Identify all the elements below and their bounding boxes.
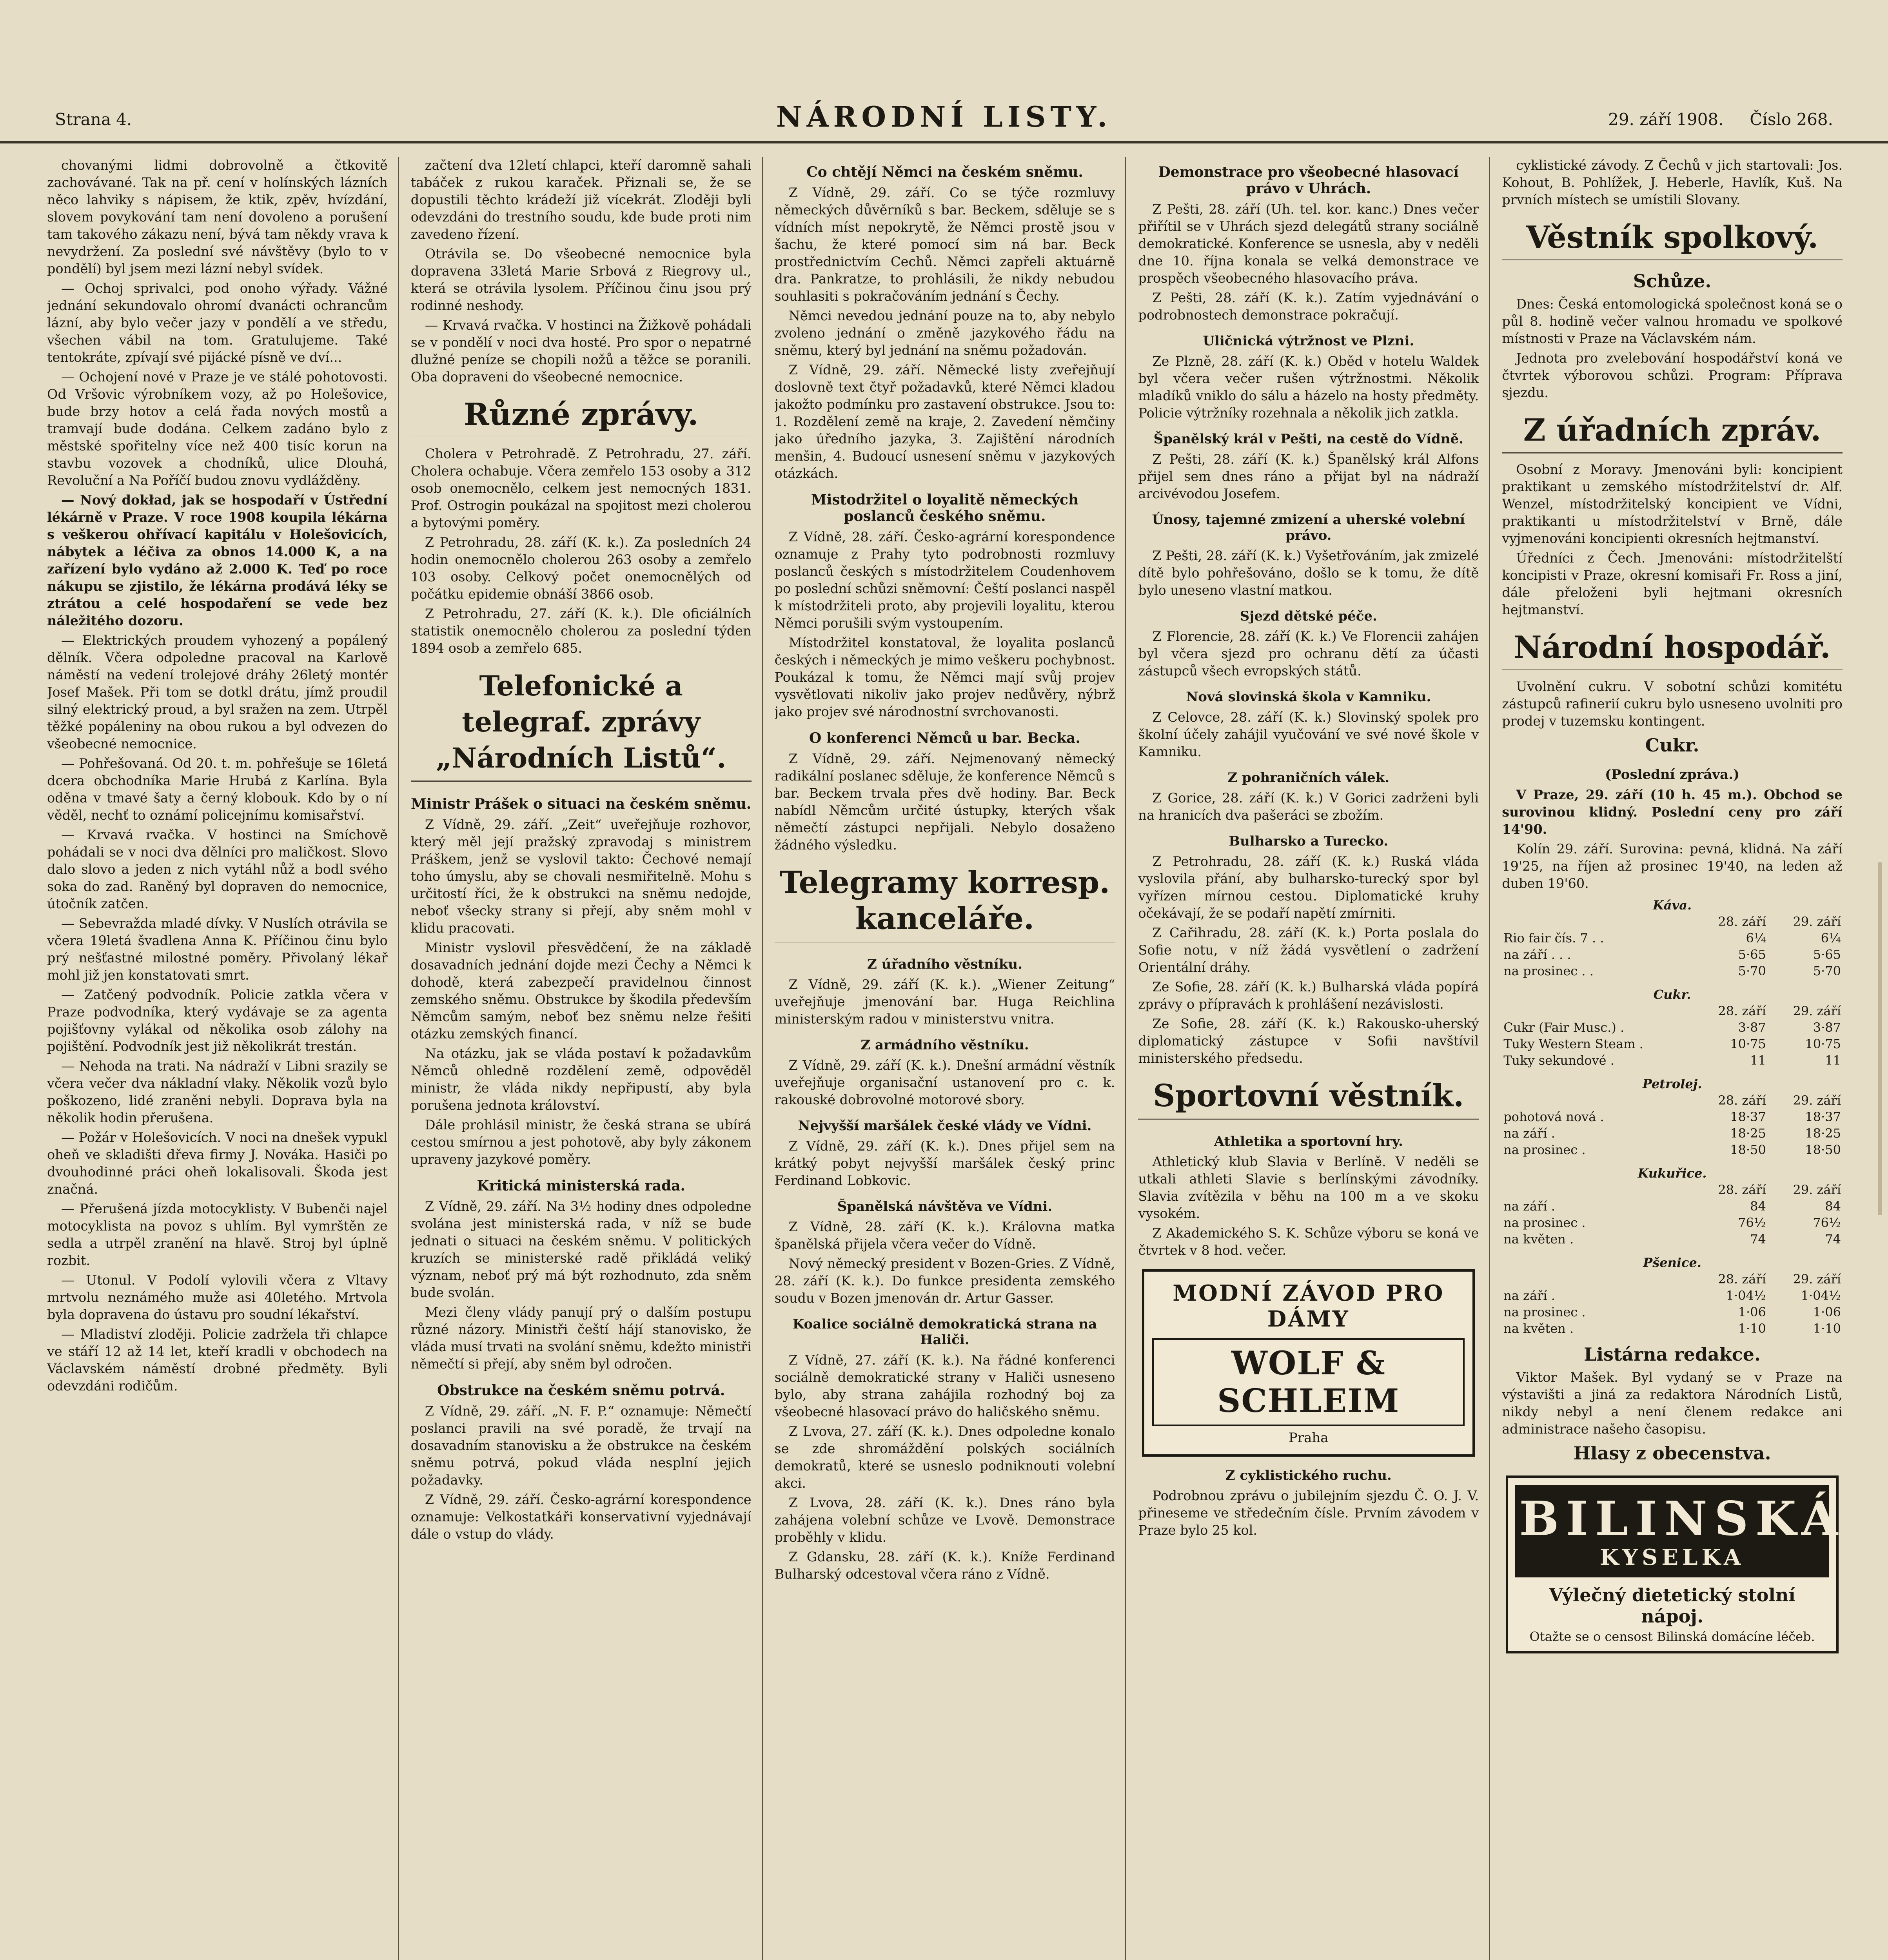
market-cell: 5·70 — [1738, 964, 1766, 978]
date-text: 29. září 1908. — [1608, 110, 1724, 129]
telegraph-news-heading: Telefonické a telegraf. zprávy „Národních Listů“. — [411, 668, 752, 782]
market-cell: 18·50 — [1805, 1142, 1841, 1157]
market-cell: 18·25 — [1730, 1126, 1766, 1141]
article-paragraph: Z Petrohradu, 28. září (K. k.). Za posledních 24 hodin onemocnělo cholerou 263 osoby a zemřelo 103 osoby. Celkový počet onemocnělých od počátku epidemie obnáší 3866 osob. — [410, 535, 752, 602]
article-paragraph: Z Vídně, 28. září. Česko-agrární korespondence oznamuje z Prahy tyto podrobnosti rozmluvy poslanců českých s místodržitelem Coudenhovem po poslední schůzi sněmovní: Čeští poslanci naspěl k místodržiteli proto, aby projevili loyalitu, kterou Němci porušili svým vystoupením. — [774, 529, 1115, 631]
article-heading: Španělská návštěva ve Vídni. — [837, 1199, 1053, 1214]
article-paragraph: — Krvavá rvačka. V hostinci na Žižkově pohádali se v pondělí v noci dva hosté. Pro spor o nepatrné dlužné peníze se chopili nožů a těžce se poranili. Oba dopraveni do všeobecné nemocnice. — [410, 318, 752, 385]
market-table-title: Cukr. — [1653, 987, 1691, 1002]
public-voices-heading: Hlasy z obecenstva. — [1573, 1443, 1771, 1464]
table-row — [1502, 1231, 1843, 1247]
article-heading: O konferenci Němců u bar. Becka. — [809, 730, 1081, 746]
article-paragraph: — Ochoj sprivalci, pod onoho výřady. Vážné jednání sekundovalo ohromí dvanácti ochrancům lázní, aby bylo večer jazy v pondělí a ve středu, všechen vábil na tom. Gratulujeme. Také tentokráte, zpívají své pijácké písně ve dví... — [47, 281, 388, 365]
market-table-coffee — [1502, 897, 1843, 979]
table-row — [1502, 1125, 1843, 1142]
market-cell: 18·50 — [1730, 1142, 1766, 1157]
market-table-title: Káva. — [1653, 898, 1692, 913]
table-row — [1502, 1142, 1843, 1158]
market-cell: na květen . — [1503, 1232, 1574, 1247]
market-cell: 1·10 — [1813, 1321, 1841, 1336]
article-paragraph: — Nový dokład, jak se hospodaří v Ústřední lékárně v Praze. V roce 1908 koupila lékárna s veškerou ohřívací kapitálu v Holešovicích, nábytek a léčiva za obnos 14.000 K, a na zařízení bylo vydáno až 2.000 K. Teď po roce nákupu se zjistilo, že lékárna prodává léky se ztrátou a celé hospodaření se vede bez náležitého dozoru. — [47, 492, 388, 628]
market-cell: na září . . . — [1503, 947, 1571, 962]
article-heading: Sjezd dětské péče. — [1240, 608, 1377, 624]
article-heading: Koalice sociálně demokratická strana na Haliči. — [792, 1316, 1097, 1348]
market-cell: 6¼ — [1746, 931, 1766, 946]
ad-brand-name: BILINSKÁ — [1519, 1491, 1845, 1546]
article-paragraph: Z Vídně, 29. září. Co se týče rozmluvy německých důvěrníků s bar. Beckem, sděluje se s vídních míst nepokrytě, že Němci prostě jsou v šachu, že které pomocí sim ná bar. Beck prostřednictvím Cechů. Němci zapřeli aktuárně dra. Pankratze, to prohlásili, že nikdy nebudou souhlasiti s pokračováním jednání s Čechy. — [774, 185, 1115, 304]
market-cell: 6¼ — [1821, 931, 1841, 946]
article-heading: Únosy, tajemné zmizení a uherské volební právo. — [1152, 512, 1465, 543]
article-paragraph: cyklistické závody. Z Čechů v jich startovali: Jos. Kohout, B. Pohlížek, J. Heberle, Havlík, Kuš. Na prvních místech se umístili Slovany. — [1502, 158, 1843, 207]
market-cell: Tuky sekundové . — [1503, 1053, 1614, 1068]
article-paragraph: Z Vídně, 29. září (K. k.). Dnešní armádní věstník uveřejňuje organisační ustanovení pro c. k. rakouské dobrovolné motorové sbory. — [774, 1058, 1115, 1107]
market-header-cell — [1502, 913, 1693, 930]
market-header-cell: 29. září — [1793, 1004, 1841, 1018]
article-paragraph: — Ochojení nové v Praze je ve stálé pohotovosti. Od Vršovic výrobníkem vozy, až po Holešovice, bude brzy hotov a celá řada nových mostů a tramvají bude dodána. Celkem zadáno bylo z městské spořitelny více než 400 tisíc korun na stavbu vozovek a chodníků, ulice Dlouhá, Revoluční a Na Poříčí budou znovu vydlážděny. — [47, 369, 388, 488]
market-table-corn — [1502, 1165, 1843, 1247]
article-paragraph: Jednota pro zvelebování hospodářství koná ve čtvrtek výborovou schůzi. Program: Příprava sjezdu. — [1502, 350, 1843, 400]
article-paragraph: Z Akademického S. K. Schůze výboru se koná ve čtvrtek v 8 hod. večer. — [1138, 1225, 1479, 1258]
article-paragraph: Na otázku, jak se vláda postaví k požadavkům Němců ohledně rozdělení země, odpověděl ministr, že vláda nikdy nepřipustí, aby byla porušena jednota království. — [410, 1046, 752, 1113]
ad-tagline: MODNÍ ZÁVOD PRO DÁMY — [1173, 1280, 1445, 1332]
sport-section-heading: Sportovní věstník. — [1138, 1078, 1479, 1120]
market-header-cell: 29. září — [1793, 914, 1841, 929]
article-paragraph: — Nehoda na trati. Na nádraží v Libni srazily se včera večer dva nákladní vlaky. Několik vozů bylo poškozeno, lidé zraněni nebyli. Doprava byla na několik hodin přerušena. — [47, 1058, 388, 1125]
market-cell: 11 — [1825, 1053, 1841, 1068]
table-row — [1502, 1320, 1843, 1337]
market-table-sugar — [1502, 986, 1843, 1069]
market-header-cell — [1502, 1181, 1693, 1198]
sugar-heading: Cukr. — [1645, 735, 1699, 756]
article-heading: Athletika a sportovní hry. — [1214, 1134, 1403, 1149]
table-row — [1502, 1287, 1843, 1304]
article-paragraph: — Elektrických proudem vyhozený a popálený dělník. Včera odpoledne pracoval na Karlově náměstí na vedení trolejové dráhy 26letý montér Josef Mašek. Při tom se dotkl drátu, jímž proudil silný elektrický proud, a byl sražen na zem. Utrpěl těžké popáleniny na obou rukou a byl odvezen do všeobecné nemocnice. — [47, 633, 388, 751]
market-cell: na září . — [1503, 1199, 1555, 1214]
market-table-title: Petrolej. — [1642, 1076, 1702, 1091]
article-paragraph: Z Lvova, 27. září (K. k.). Dnes odpoledne konalo se zde shromáždění polských sociálních demokratů, které se usneslo podniknouti volební akci. — [774, 1424, 1115, 1491]
market-header-cell — [1502, 1271, 1693, 1287]
article-paragraph: Cholera v Petrohradě. Z Petrohradu, 27. září. Cholera ochabuje. Včera zemřelo 153 osoby a 312 osob onemocnělo, celkem jest nemocných 1831. Prof. Ostrogin poukázal na spojitost mezi cholerou a bytovými poměry. — [410, 446, 752, 530]
article-paragraph: Z Lvova, 28. září (K. k.). Dnes ráno byla zahájena volební schůze ve Lvově. Demonstrace proběhly v klidu. — [774, 1495, 1115, 1545]
meetings-subheading: Schůze. — [1633, 270, 1712, 292]
article-paragraph: Z Celovce, 28. září (K. k.) Slovinský spolek pro školní účely zahájil vyučování ve své nové škole v Kamniku. — [1138, 710, 1479, 759]
market-cell: na prosinec . — [1503, 1215, 1586, 1230]
article-paragraph: chovanými lidmi dobrovolně a čtkovitě zachovávané. Tak na př. cení v holínských lázních něco lahviky s nápisem, že ktik, zpěv, hvízdání, slovem povykování tam není dovoleno a porušení tam takového zákazu není, bývá tam někdy vrava k nevydržení. Za poslední své návštěvy (bylo to v pondělí) byl jsem mezi lázní nebyl svídek. — [47, 158, 388, 276]
article-paragraph: Z Florencie, 28. září (K. k.) Ve Florencii zahájen byl včera sjezd pro ochranu dětí za účasti zástupců všech evropských států. — [1138, 629, 1479, 679]
article-paragraph: Ze Sofie, 28. září (K. k.) Bulharská vláda popírá zprávy o přípravách k prohlášení nezávislosti. — [1138, 979, 1479, 1012]
market-cell: na září . — [1503, 1288, 1555, 1303]
market-cell: 84 — [1825, 1199, 1841, 1214]
article-heading: Obstrukce na českém sněmu potrvá. — [437, 1382, 725, 1399]
ad-product-name: KYSELKA — [1599, 1544, 1745, 1570]
article-paragraph: Dále prohlásil ministr, že česká strana se ubírá cestou smírnou a jest pohotově, aby byly zákonem upraveny jazykové poměry. — [410, 1117, 752, 1167]
ad-city: Praha — [1289, 1430, 1329, 1446]
market-cell: Tuky Western Steam . — [1503, 1036, 1643, 1051]
market-table-title: Kukuřice. — [1637, 1166, 1707, 1181]
article-paragraph: Z Gorice, 28. září (K. k.) V Gorici zadrženi byli na hranicích dva pašeráci se zbožím. — [1138, 790, 1479, 823]
article-paragraph: Podrobnou zprávu o jubilejním sjezdu Č. O. J. V. přineseme ve středečním čísle. Prvním závodem v Praze bylo 25 kol. — [1138, 1488, 1479, 1538]
article-paragraph: Z Vídně, 29. září. Nejmenovaný německý radikální poslanec sděluje, že konference Němců s bar. Beckem trvala přes dvě hodiny. Bar. Beck nabídl Němcům určité ústupky, kterých však němečtí zástupci nepřijali. Nebylo dosaženo žádného výsledku. — [774, 751, 1115, 853]
market-cell: 18·25 — [1805, 1126, 1841, 1141]
article-paragraph: Mezi členy vlády panují prý o dalším postupu různé názory. Ministři čeští hájí stanovisko, že vláda musí trvati na svolání sněmu, kdežto ministři němečtí si přejí, aby sněm byl odročen. — [410, 1305, 752, 1372]
market-header-cell: 28. září — [1718, 1272, 1766, 1287]
article-heading: Co chtějí Němci na českém sněmu. — [806, 164, 1083, 180]
article-heading: Z úřadního věstníku. — [867, 956, 1022, 972]
market-cell: 1·04½ — [1801, 1288, 1841, 1303]
article-heading: Z pohraničních válek. — [1227, 770, 1390, 786]
ad-note: Otažte se o censost Bilinská domácíne léčeb. — [1529, 1629, 1815, 1644]
market-cell: pohotová nová . — [1503, 1109, 1604, 1124]
article-paragraph: — Pohřešovaná. Od 20. t. m. pohřešuje se 16letá dcera obchodníka Marie Hrubá z Karlína. Byla oděna v tmavé šaty a černý klobouk. Kdo by o ní věděl, nechť to oznámí policejnímu komisařství. — [47, 756, 388, 823]
section-heading: Různé zprávy. — [411, 397, 752, 438]
market-cell: 3·87 — [1738, 1020, 1766, 1035]
masthead-title: NÁRODNÍ LISTY. — [776, 100, 1112, 133]
article-heading: Bulharsko a Turecko. — [1229, 833, 1389, 849]
market-cell: na prosinec . . — [1503, 964, 1594, 978]
economy-heading: Národní hospodář. — [1502, 630, 1843, 671]
market-header-cell — [1502, 1092, 1693, 1109]
mineral-water-advertisement — [1506, 1475, 1845, 1653]
table-row — [1502, 1304, 1843, 1320]
article-paragraph: Z Pešti, 28. září (K. k.) Španělský král Alfons přijel sem dnes ráno a přijat byl na nádraží arcivévodou Josefem. — [1138, 452, 1479, 501]
market-table-petroleum — [1502, 1076, 1843, 1158]
article-paragraph: Uvolnění cukru. V sobotní schůzi komitétu zástupců rafinerií cukru bylo usneseno uvolniti pro prodej v tuzemsku kontingent. — [1502, 679, 1843, 729]
article-paragraph: Athletický klub Slavia v Berlíně. V neděli se utkali athleti Slavie s berlínskými závodníky. Slavia zvítězila v běhu na 100 m a ve skoku vysokém. — [1138, 1154, 1479, 1221]
article-heading: Demonstrace pro všeobecné hlasovací právo v Uhrách. — [1158, 164, 1459, 197]
article-paragraph: — Sebevražda mladé dívky. V Nuslích otrávila se včera 19letá švadlena Anna K. Příčinou činu bylo prý nešťastné milostné poměry. Přivolaný lékař mohl již jen konstatovati smrt. — [47, 916, 388, 983]
article-paragraph: Ze Sofie, 28. září (K. k.) Rakousko-uherský diplomatický zástupce v Sofii navštívil ministerského předsedu. — [1138, 1016, 1479, 1066]
market-cell: 1·06 — [1738, 1305, 1766, 1319]
article-paragraph: Z Vídně, 29. září. „N. F. P.“ oznamuje: Němečtí poslanci pravili na své poradě, že trvají na dosavadním stanovisku a že obstrukce na českém sněmu potrvá, pokud vláda nesplní jejich požadavky. — [410, 1403, 752, 1488]
article-paragraph: Němci nevedou jednání pouze na to, aby nebylo zvoleno jednání o změně jazykového řádu na sněmu, který byl jednání na sněmu požadován. — [774, 308, 1115, 358]
article-paragraph: — Mladiství zloději. Policie zadržela tři chlapce ve stáří 12 až 14 let, kteří kradli v obchodech na Václavském náměstí drobné předměty. Byli odevzdáni rodičům. — [47, 1327, 388, 1394]
article-paragraph: Úředníci z Čech. Jmenováni: místodržitelští koncipisti v Praze, okresní komisaři Fr. Ross a jiní, dále přeloženi byli hejtmani okresních hejtmanství. — [1502, 550, 1843, 617]
market-cell: 5·70 — [1813, 964, 1841, 978]
column-1 — [47, 157, 399, 1960]
market-cell: 5·65 — [1813, 947, 1841, 962]
market-cell: 18·37 — [1730, 1109, 1766, 1124]
column-4 — [1138, 157, 1490, 1960]
article-paragraph: Osobní z Moravy. Jmenováni byli: koncipient praktikant u zemského místodržitelství dr. Alf. Wenzel, místodržitelský koncipient ve Vídni, praktikanti u místodržitelství v Brně, dále vyjmenováni koncipienti okresních hejtmanství. — [1502, 462, 1843, 546]
table-row — [1502, 946, 1843, 963]
market-header-cell: 28. září — [1718, 1093, 1766, 1108]
market-cell: na prosinec . — [1503, 1305, 1586, 1319]
article-paragraph: Z Pešti, 28. září (K. k.). Zatím vyjednávání o podrobnostech demonstrace pokračují. — [1138, 290, 1479, 323]
article-paragraph: Ze Plzně, 28. září (K. k.) Oběd v hotelu Waldek byl včera večer rušen výtržnostmi. Několik mladíků vniklo do sálu a házelo na hosty předměty. Policie výtržníky rozehnala a několik jich zatkla. — [1138, 354, 1479, 421]
market-cell: Rio fair čís. 7 . . — [1503, 931, 1604, 946]
column-3 — [775, 157, 1127, 1960]
market-header-cell: 29. září — [1793, 1182, 1841, 1197]
market-cell: 76½ — [1738, 1215, 1766, 1230]
market-cell: 10·75 — [1730, 1036, 1766, 1051]
table-row — [1502, 1214, 1843, 1231]
fashion-store-advertisement — [1142, 1269, 1475, 1457]
market-header-cell — [1502, 1003, 1693, 1019]
columns — [47, 157, 1853, 1960]
table-row — [1502, 963, 1843, 979]
table-row — [1502, 1036, 1843, 1052]
table-row — [1502, 930, 1843, 946]
article-paragraph: Z Vídně, 29. září (K. k.). „Wiener Zeitung“ uveřejňuje jmenování bar. Huga Reichlina ministerským radou v ministerstvu vnitra. — [774, 977, 1115, 1027]
page-edge-shadow — [1878, 862, 1882, 1215]
article-paragraph: Z Petrohradu, 28. září (K. k.) Ruská vláda vyslovila přání, aby bulharsko-turecký spor byl vyřízen mírnou cestou. Diplomatické kruhy očekávají, že se podaří napětí zmírniti. — [1138, 854, 1479, 921]
article-heading: Nejvyšší maršálek české vlády ve Vídni. — [798, 1118, 1092, 1134]
article-heading: Z armádního věstníku. — [860, 1037, 1029, 1053]
market-cell: 1·10 — [1738, 1321, 1766, 1336]
market-cell: 1·06 — [1813, 1305, 1841, 1319]
club-news-heading: Věstník spolkový. — [1502, 220, 1843, 261]
issue-number: Číslo 268. — [1750, 110, 1833, 129]
column-2 — [411, 157, 763, 1960]
article-paragraph: Z Vídně, 29. září (K. k.). Dnes přijel sem na krátký pobyt nejvyšší maršálek český princ Ferdinand Lobkovic. — [774, 1138, 1115, 1188]
market-cell: 1·04½ — [1726, 1288, 1766, 1303]
table-row — [1502, 1109, 1843, 1125]
article-paragraph: Místodržitel konstatoval, že loyalita poslanců českých i německých je mimo veškeru pochybnost. Poukázal k tomu, že Němci mají svůj projev vysvětlovati nikoliv jako projev nedůvěry, nýbrž jako projev své národnostní svrchovanosti. — [774, 635, 1115, 719]
market-cell: 3·87 — [1813, 1020, 1841, 1035]
editorial-letters-heading: Listárna redakce. — [1584, 1344, 1761, 1365]
table-row — [1502, 1052, 1843, 1069]
article-paragraph: — Přerušená jízda motocyklisty. V Bubenči najel motocyklista na povoz s uhlím. Byl vymrštěn ze sedla a utrpěl zranění na hlavě. Stroj byl úplně rozbit. — [47, 1201, 388, 1268]
article-paragraph: Otrávila se. Do všeobecné nemocnice byla dopravena 33letá Marie Srbová z Riegrovy ul., která se otrávila lysolem. Příčinou činu jsou prý rodinné neshody. — [410, 246, 752, 313]
article-paragraph: Dnes: Česká entomologická společnost koná se o půl 8. hodině večer valnou hromadu ve spolkové místnosti v Praze na Václavském nám. — [1502, 296, 1843, 346]
article-paragraph: Z Vídně, 29. září. Na 3½ hodiny dnes odpoledne svolána jest ministerská rada, v níž se bude jednati o situaci na českém sněmu. V politických kruzích se ministerské radě přikládá veliký význam, neboť prý má být rozhodnuto, zda sněm bude svolán. — [410, 1199, 752, 1300]
page-header — [0, 0, 1888, 143]
article-paragraph: — Utonul. V Podolí vylovili včera z Vltavy mrtvolu neznámého muže asi 40letého. Mrtvola byla dopravena do ústavu pro soudní lékařství. — [47, 1272, 388, 1322]
table-row — [1502, 1198, 1843, 1214]
market-cell: 74 — [1750, 1232, 1766, 1247]
article-paragraph: Z Pešti, 28. září (Uh. tel. kor. kanc.) Dnes večer přiřítil se v Uhrách sjezd delegátů strany sociálně demokratické. Konference se usnesla, aby v neděli dne 10. října konala se velká demonstrace ve prospěch všeobecného hlasovacího práva. — [1138, 201, 1479, 286]
market-cell: na září . — [1503, 1126, 1555, 1141]
page-number: Strana 4. — [55, 110, 132, 129]
article-paragraph: Nový německý president v Bozen-Gries. Z Vídně, 28. září (K. k.). Do funkce presidenta zemského soudu v Bozen jmenován dr. Artur Gasser. — [774, 1256, 1115, 1306]
article-paragraph: — Krvavá rvačka. V hostinci na Smíchově pohádali se v noci dva dělníci pro maličkost. Slovo dalo slovo a jeden z nich vytáhl nůž a bodl svého soka do zad. Raněný byl dopraven do nemocnice, útočník zatčen. — [47, 827, 388, 911]
article-paragraph: Z Vídně, 29. září. Německé listy zveřejňují doslovně text čtyř požadavků, které Němci kladou jakožto podmínku pro zastavení obstrukce. Jsou to: 1. Rozdělení země na kraje, 2. Zavedení němčiny jako úředního jazyka, 3. Zajištění národních menšin, 4. Budoucí usnesení sněmu v jazykových otázkách. — [774, 362, 1115, 481]
market-header-cell: 28. září — [1718, 1182, 1766, 1197]
article-paragraph: Z Vídně, 27. září (K. k.). Na řádné konferenci sociálně demokratické strany v Haliči usneseno bylo, aby strana zahájila rozhodný boj za všeobecné hlasovací právo do haličského sněmu. — [774, 1352, 1115, 1419]
article-paragraph: začtení dva 12letí chlapci, kteří daromně sahali tabáček z rukou karaček. Přiznali se, že se dopustili těchto krádeží již vícekrát. Zloději byli odevzdáni do trestního soudu, kde bude proti nim zavedeno řízení. — [410, 158, 752, 242]
article-heading: Uličnická výtržnost ve Plzni. — [1203, 333, 1414, 349]
issue-date — [1608, 110, 1833, 129]
article-heading: Španělský král v Pešti, na cestě do Vídně. — [1153, 431, 1463, 447]
article-paragraph: — Zatčený podvodník. Policie zatkla včera v Praze podvodníka, který vydávaje se za agenta pojišťovny vylákal od několika osob zálohy na pojištění. Podvodník jest již několikrát trestán. — [47, 987, 388, 1054]
article-paragraph: Z Vídně, 29. září. „Zeit“ uveřejňuje rozhovor, který měl její pražský zpravodaj s ministrem Práškem, jenž se vyslovil takto: Čechové nemají toho úmyslu, aby se chovali nesmiřitelně. Mohu s určitostí říci, že k obstrukci na sněmu nedojde, neboť všecky strany si přejí, aby sněm mohl v klidu pracovati. — [410, 817, 752, 936]
market-header-cell: 29. září — [1793, 1093, 1841, 1108]
market-table-title: Pšenice. — [1643, 1255, 1701, 1270]
market-cell: 10·75 — [1805, 1036, 1841, 1051]
article-heading: Mistodržitel o loyalitě německých poslanců českého sněmu. — [811, 492, 1079, 524]
market-header-cell: 29. září — [1793, 1272, 1841, 1287]
market-table-wheat — [1502, 1254, 1843, 1337]
market-cell: 11 — [1750, 1053, 1766, 1068]
table-row — [1502, 1019, 1843, 1036]
article-paragraph: Z Vídně, 28. září (K. k.). Královna matka španělská přijela včera večer do Vídně. — [774, 1219, 1115, 1252]
market-cell: na květen . — [1503, 1321, 1574, 1336]
ad-tagline: Výlečný dietetický stolní nápoj. — [1549, 1584, 1795, 1627]
section-heading: Telegramy korresp. kanceláře. — [775, 865, 1115, 942]
market-header-cell: 28. září — [1718, 914, 1766, 929]
market-cell: 5·65 — [1738, 947, 1766, 962]
ad-brand-name: WOLF & SCHLEIM — [1152, 1338, 1465, 1426]
article-paragraph: Z Gdansku, 28. září (K. k.). Kníže Ferdinand Bulharský odcestoval včera ráno z Vídně. — [774, 1549, 1115, 1582]
article-paragraph: Z Cařihradu, 28. září (K. k.) Porta poslala do Sofie notu, v níž žádá vysvětlení o zadržení Orientální dráhy. — [1138, 925, 1479, 975]
market-cell: 76½ — [1813, 1215, 1841, 1230]
article-paragraph: Viktor Mašek. Byl vydaný se v Praze na výstavišti a jiná za redaktora Národních Listů, nikdy nebyl a není členem redakce ani administrace našeho časopisu. — [1502, 1370, 1843, 1437]
column-5 — [1502, 157, 1853, 1960]
article-heading: Nová slovinská škola v Kamniku. — [1186, 689, 1431, 705]
market-cell: Cukr (Fair Musc.) . — [1503, 1020, 1625, 1035]
article-paragraph: Z Petrohradu, 27. září (K. k.). Dle oficiálních statistik onemocnělo cholerou za poslední týden 1894 osob a zemřelo 685. — [410, 606, 752, 656]
article-paragraph: V Praze, 29. září (10 h. 45 m.). Obchod se surovinou klidný. Poslední ceny pro září 14'90. — [1502, 787, 1843, 837]
market-cell: 84 — [1750, 1199, 1766, 1214]
article-heading: Z cyklistického ruchu. — [1225, 1468, 1392, 1483]
market-cell: na prosinec . — [1503, 1142, 1586, 1157]
article-paragraph: — Požár v Holešovicích. V noci na dnešek vypukl oheň ve skladišti dřeva firmy J. Nováka. Hasiči po dvouhodinné práci oheň lokalisovali. Škoda jest značná. — [47, 1130, 388, 1197]
article-paragraph: Ministr vyslovil přesvědčení, že na základě dosavadních jednání dojde mezi Čechy a Němci k dohodě, která zabezpečí pravidelnou činnost zemského sněmu. Obstrukce by škodila především Němcům samým, neboť bez sněmu nelze řešiti otázku zemských financí. — [410, 940, 752, 1042]
official-news-heading: Z úřadních zpráv. — [1502, 412, 1843, 454]
market-cell: 18·37 — [1805, 1109, 1841, 1124]
market-cell: 74 — [1825, 1232, 1841, 1247]
market-header-cell: 28. září — [1718, 1004, 1766, 1018]
article-heading: Kritická ministerská rada. — [477, 1178, 686, 1194]
article-paragraph: Z Pešti, 28. září (K. k.) Vyšetřováním, jak zmizelé dítě bylo pohřešováno, došlo se k tomu, že dítě bylo uneseno vlastní matkou. — [1138, 548, 1479, 598]
article-heading: Ministr Prášek o situaci na českém sněmu. — [411, 796, 752, 812]
article-paragraph: Kolín 29. září. Surovina: pevná, klidná. Na září 19'25, na říjen až prosinec 19'40, na leden až duben 19'60. — [1502, 841, 1843, 891]
ad-logo — [1515, 1485, 1845, 1577]
latest-report-note: (Poslední zpráva.) — [1605, 767, 1740, 782]
article-paragraph: Z Vídně, 29. září. Česko-agrární korespondence oznamuje: Velkostatkáři konservativní vyjednávají dále o vstup do vlády. — [410, 1492, 752, 1542]
